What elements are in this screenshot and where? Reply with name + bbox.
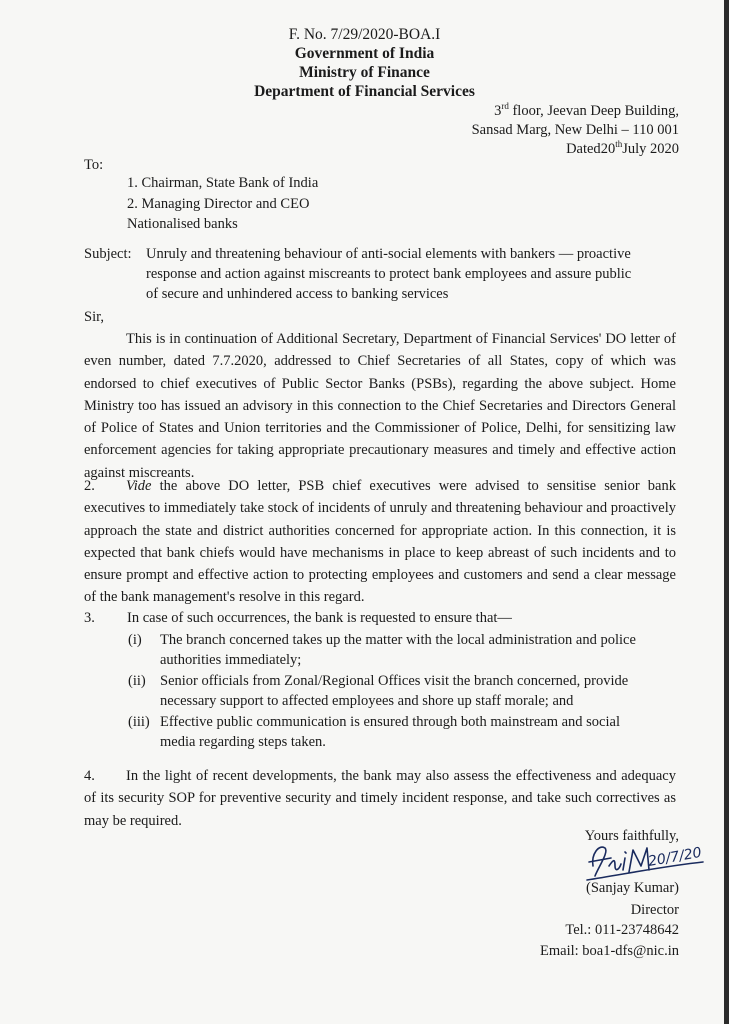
signatory-designation: Director bbox=[630, 902, 679, 918]
salutation: Sir, bbox=[84, 309, 104, 325]
gov-heading: Government of India bbox=[294, 45, 435, 62]
item-iii-line-1: Effective public communication is ensured through both mainstream and social bbox=[160, 714, 620, 730]
item-i-line-2: authorities immediately; bbox=[160, 652, 302, 668]
to-label: To: bbox=[84, 157, 104, 173]
yours-faithfully: Yours faithfully, bbox=[584, 828, 679, 844]
ministry-heading: Ministry of Finance bbox=[299, 64, 430, 81]
subject-line-1: Unruly and threatening behaviour of anti-social elements with bankers — proactive bbox=[146, 246, 631, 262]
paragraph-2: 2. Vide the above DO letter, PSB chief executives were advised to sensitise senior bank executives to immediately take stock of incidents of unruly and threatening behaviour and proactively approach the state and district authorities concerned for appropriate action. In this connection, it is expected that bank chiefs would have mechanisms in place to keep abreast of such incidents and to ensure prompt and effective action to protecting employees and customers and send a clear message of the bank management's resolve in this regard. bbox=[84, 478, 676, 606]
para3-intro: In case of such occurrences, the bank is requested to ensure that— bbox=[127, 610, 512, 626]
item-ii-line-2: necessary support to affected employees and shore up staff morale; and bbox=[160, 693, 574, 709]
signatory-tel: Tel.: 011-23748642 bbox=[565, 922, 679, 938]
item-i-number: (i) bbox=[128, 632, 142, 648]
paragraph-4: 4. In the light of recent developments, the bank may also assess the effectiveness and adequacy of its security SOP for preventive security and timely incident response, and take such correctives as may be required. bbox=[84, 768, 676, 829]
recipient-1: 1. Chairman, State Bank of India bbox=[127, 175, 319, 191]
item-iii-number: (iii) bbox=[128, 714, 150, 730]
subject-line-3: of secure and unhindered access to banking services bbox=[146, 286, 449, 302]
department-heading: Department of Financial Services bbox=[254, 83, 475, 100]
address-line-1: 3rd floor, Jeevan Deep Building, bbox=[494, 101, 679, 119]
signatory-email: Email: boa1-dfs@nic.in bbox=[540, 943, 679, 959]
item-iii-line-2: media regarding steps taken. bbox=[160, 734, 326, 750]
svg-text:20/7/20: 20/7/20 bbox=[646, 844, 703, 870]
signature-image bbox=[585, 836, 705, 886]
subject-label: Subject: bbox=[84, 246, 132, 262]
recipient-2-line-2: Nationalised banks bbox=[127, 216, 238, 232]
signatory-name: (Sanjay Kumar) bbox=[585, 880, 679, 896]
para3-number: 3. bbox=[84, 610, 95, 626]
recipient-2: 2. Managing Director and CEO bbox=[127, 196, 310, 212]
item-i-line-1: The branch concerned takes up the matter with the local administration and police bbox=[160, 632, 636, 648]
dated-line: Dated20thJuly 2020 bbox=[566, 139, 679, 157]
file-number: F. No. 7/29/2020-BOA.I bbox=[288, 26, 441, 43]
paragraph-1: This is in continuation of Additional Secretary, Department of Financial Services' DO letter of even number, dated 7.7.2020, addressed to Chief Secretaries of all States, copy of which was endorsed to chief executives of Public Sector Banks (PSBs), regarding the above subject. Home Ministry too has issued an advisory in this connection to the Chief Secretaries and Directors General of Police of States and Union territories and the Commissioner of Police, Delhi, for sensitizing law enforcement agencies for taking appropriate precautionary measures and timely and effective action against miscreants. bbox=[84, 331, 676, 481]
subject-line-2: response and action against miscreants to protect bank employees and assure public bbox=[146, 266, 632, 282]
item-ii-number: (ii) bbox=[128, 673, 146, 689]
address-line-2: Sansad Marg, New Delhi – 110 001 bbox=[471, 122, 679, 138]
page-edge bbox=[724, 0, 729, 1024]
item-ii-line-1: Senior officials from Zonal/Regional Offices visit the branch concerned, provide bbox=[160, 673, 629, 689]
